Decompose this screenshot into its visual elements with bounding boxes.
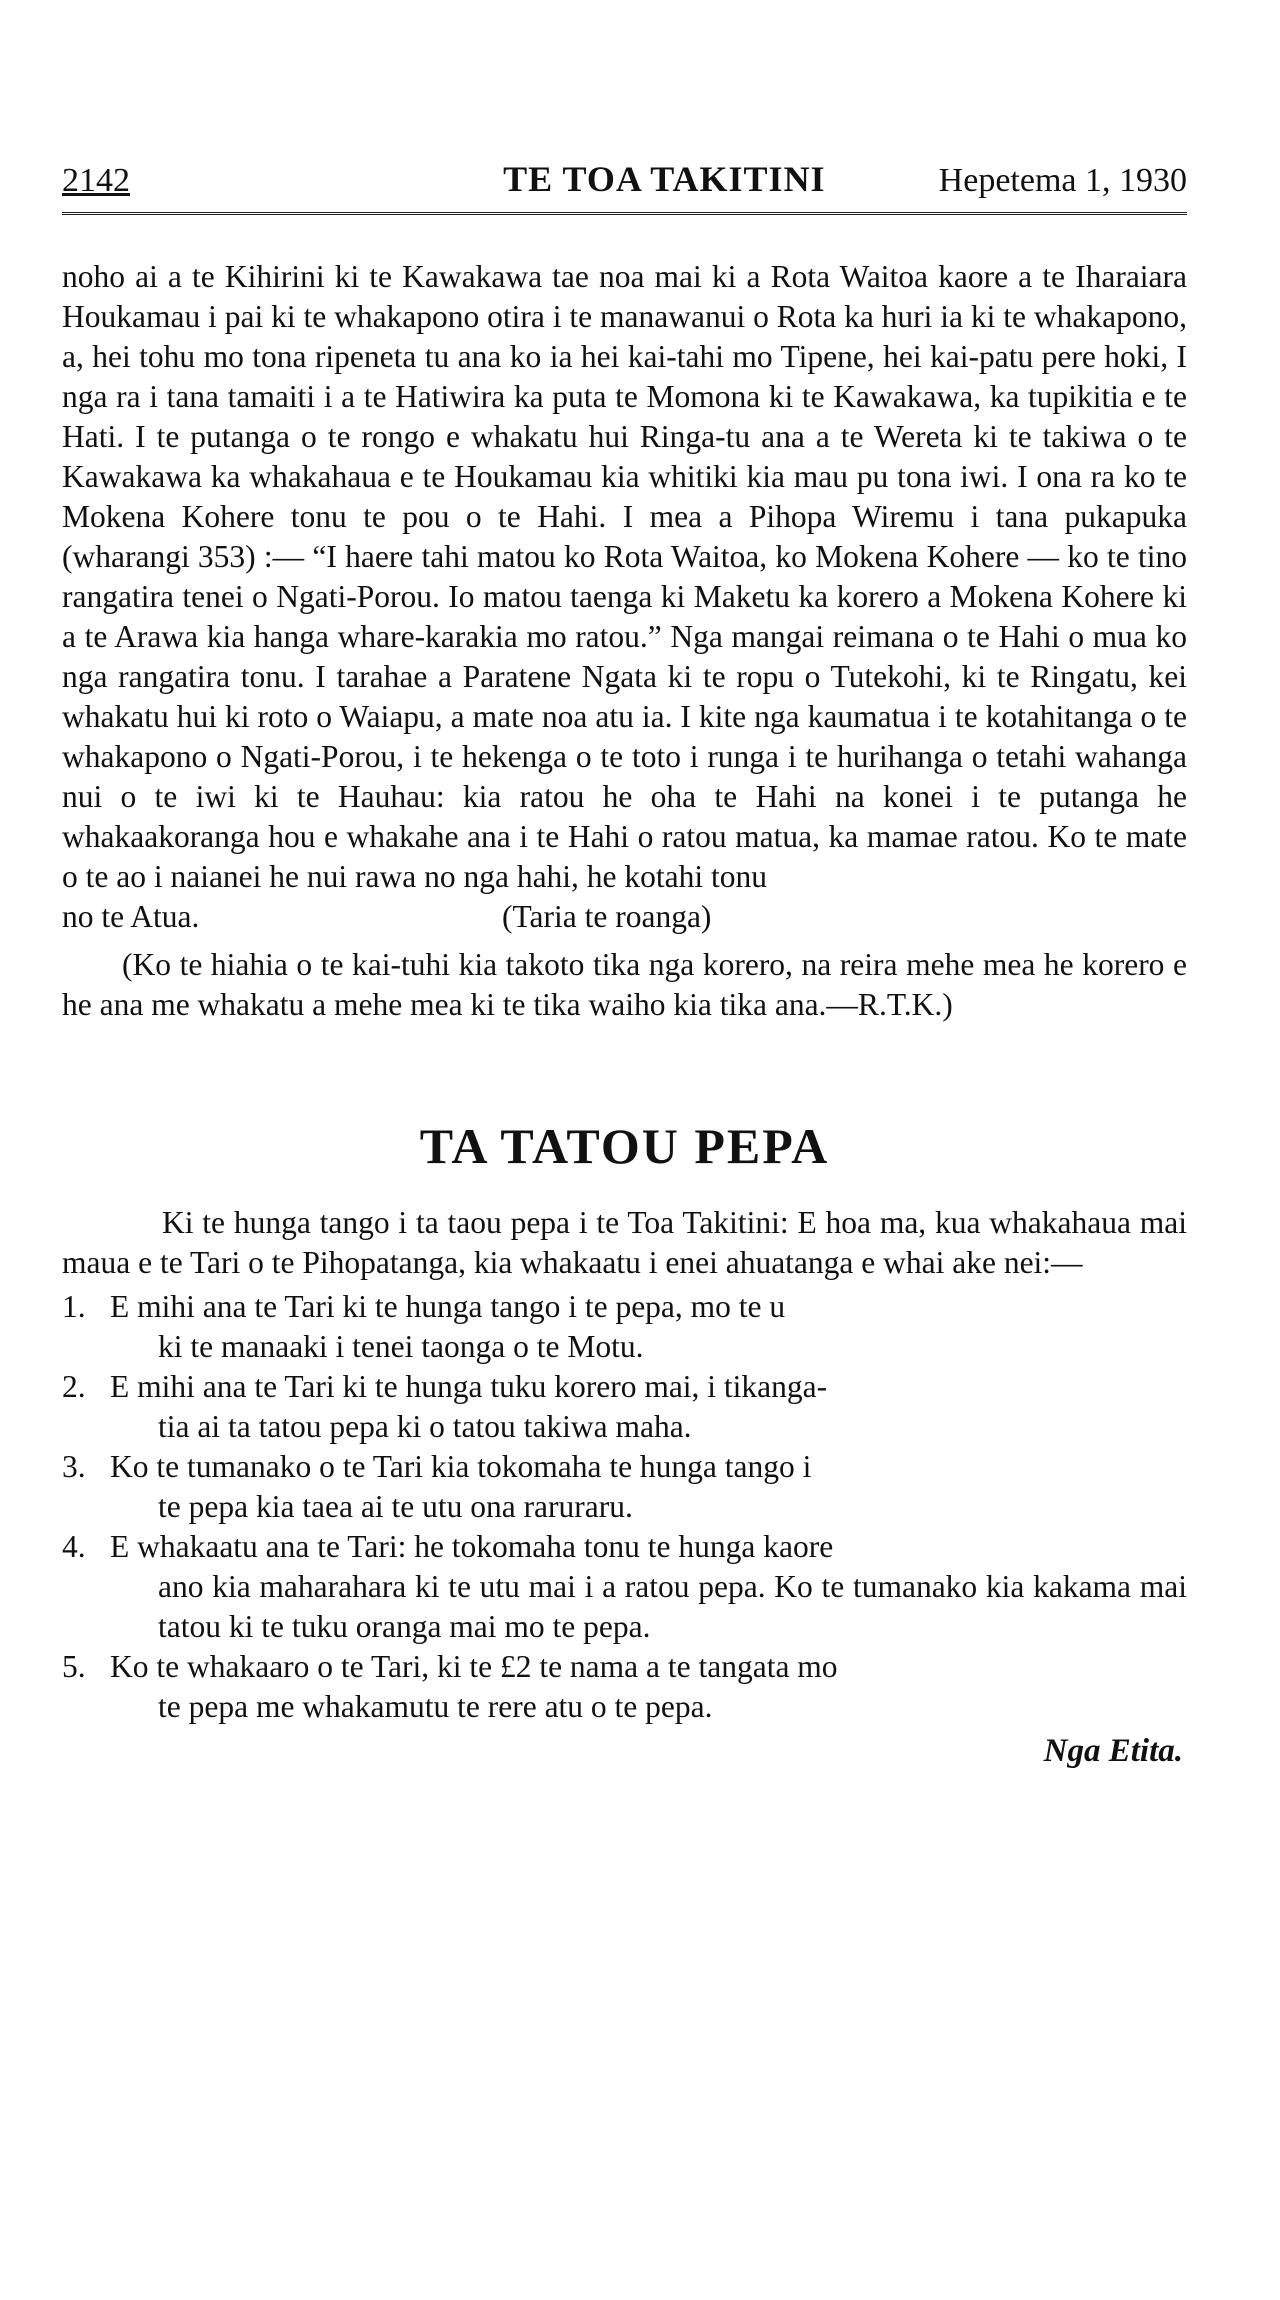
editor-note: (Ko te hiahia o te kai-tuhi kia takoto tika nga korero, na reira mehe mea he korero e he ana me whakatu a mehe mea ki te tika waiho kia tika ana.—R.T.K.) xyxy=(62,947,1187,1022)
list-item-continuation: ano kia maharahara ki te utu mai i a ratou pepa. Ko te tumanako kia kakama mai tatou ki te tuku oranga mai mo te pepa. xyxy=(158,1569,1187,1644)
list-item-continuation: te pepa me whakamutu te rere atu o te pepa. xyxy=(158,1689,713,1724)
page-header xyxy=(62,158,1187,215)
list-item-number: 3. xyxy=(62,1449,86,1484)
list-item-first-line: Ko te tumanako o te Tari kia tokomaha te hunga tango i xyxy=(110,1449,812,1484)
notice-list xyxy=(62,1287,1187,1727)
list-item-continuation: tia ai ta tatou pepa ki o tatou takiwa maha. xyxy=(158,1409,692,1444)
list-item xyxy=(62,1287,1187,1367)
list-item-text xyxy=(110,1367,827,1447)
list-item-text xyxy=(110,1447,811,1527)
list-item-first-line: Ko te whakaaro o te Tari, ki te £2 te nama a te tangata mo xyxy=(110,1649,838,1684)
section-intro: Ki te hunga tango i ta taou pepa i te Toa Takitini: E hoa ma, kua whakahaua mai maua e te Tari o te Pihopatanga, kia whakaatu i enei ahuatanga e whai ake nei:— xyxy=(62,1205,1187,1280)
list-item-text xyxy=(110,1647,838,1727)
list-item-text xyxy=(110,1527,1187,1647)
journal-title: TE TOA TAKITINI xyxy=(503,159,826,199)
list-item-first-line: E mihi ana te Tari ki te hunga tango i te pepa, mo te u xyxy=(110,1289,786,1324)
section-title: TA TATOU PEPA xyxy=(419,1118,830,1174)
article-last-line: no te Atua. xyxy=(62,899,200,934)
page-number: 2142 xyxy=(62,162,130,199)
continued-note: (Taria te roanga) xyxy=(502,899,712,934)
list-item xyxy=(62,1367,1187,1447)
list-item-number: 5. xyxy=(62,1649,86,1684)
list-item xyxy=(62,1647,1187,1727)
list-item xyxy=(62,1447,1187,1527)
article-closing xyxy=(62,897,1187,937)
issue-date: Hepetema 1, 1930 xyxy=(938,162,1187,199)
list-item-number: 4. xyxy=(62,1529,86,1564)
list-item xyxy=(62,1527,1187,1647)
list-item-first-line: E whakaatu ana te Tari: he tokomaha tonu te hunga kaore xyxy=(110,1529,834,1564)
list-item-number: 1. xyxy=(62,1289,86,1324)
list-item-continuation: te pepa kia taea ai te utu ona raruraru. xyxy=(158,1489,633,1524)
document-page xyxy=(62,158,1187,1770)
list-item-continuation: ki te manaaki i tenei taonga o te Motu. xyxy=(158,1329,644,1364)
article-body: noho ai a te Kihirini ki te Kawakawa tae noa mai ki a Rota Waitoa kaore a te Iharaiara Houkamau i pai ki te whakapono otira i te manawanui o Rota ka huri ia ki te whakapono, a, hei tohu mo tona ripeneta tu ana ko ia hei kai-tahi mo Tipene, hei kai-patu pere hoki, I nga ra i tana tamaiti i a te Hatiwira ka puta te Momona ki te Kawakawa, ka tupikitia e te Hati. I te putanga o te rongo e whakatu hui Ringa-tu ana a te Wereta ki te takiwa o te Kawakawa ka whakahaua e te Houkamau kia whitiki kia mau pu tona iwi. I ona ra ko te Mokena Kohere tonu te pou o te Hahi. I mea a Pihopa Wiremu i tana pukapuka (wharangi 353) :— “I haere tahi matou ko Rota Waitoa, ko Mokena Kohere — ko te tino rangatira tenei o Ngati-Porou. Io matou taenga ki Maketu ka korero a Mokena Kohere ki a te Arawa kia hanga whare-karakia mo ratou.” Nga mangai reimana o te Hahi o mua ko nga rangatira tonu. I tarahae a Paratene Ngata ki te ropu o Tutekohi, ki te Ringatu, kei whakatu hui ki roto o Waiapu, a mate noa atu ia. I kite nga kaumatua i te kotahitanga o te whakapono o Ngati-Porou, i te hekenga o te toto i runga i te hurihanga o tetahi wahanga nui o te iwi ki te Hauhau: kia ratou he oha te Hahi na konei i te putanga he whakaakoranga hou e whakahe ana i te Hahi o ratou matua, ka mamae ratou. Ko te mate o te ao i naianei he nui rawa no nga hahi, he kotahi tonu xyxy=(62,259,1187,894)
list-item-text xyxy=(110,1287,785,1367)
signature: Nga Etita. xyxy=(1043,1733,1183,1769)
list-item-first-line: E mihi ana te Tari ki te hunga tuku korero mai, i tikanga- xyxy=(110,1369,828,1404)
list-item-number: 2. xyxy=(62,1369,86,1404)
